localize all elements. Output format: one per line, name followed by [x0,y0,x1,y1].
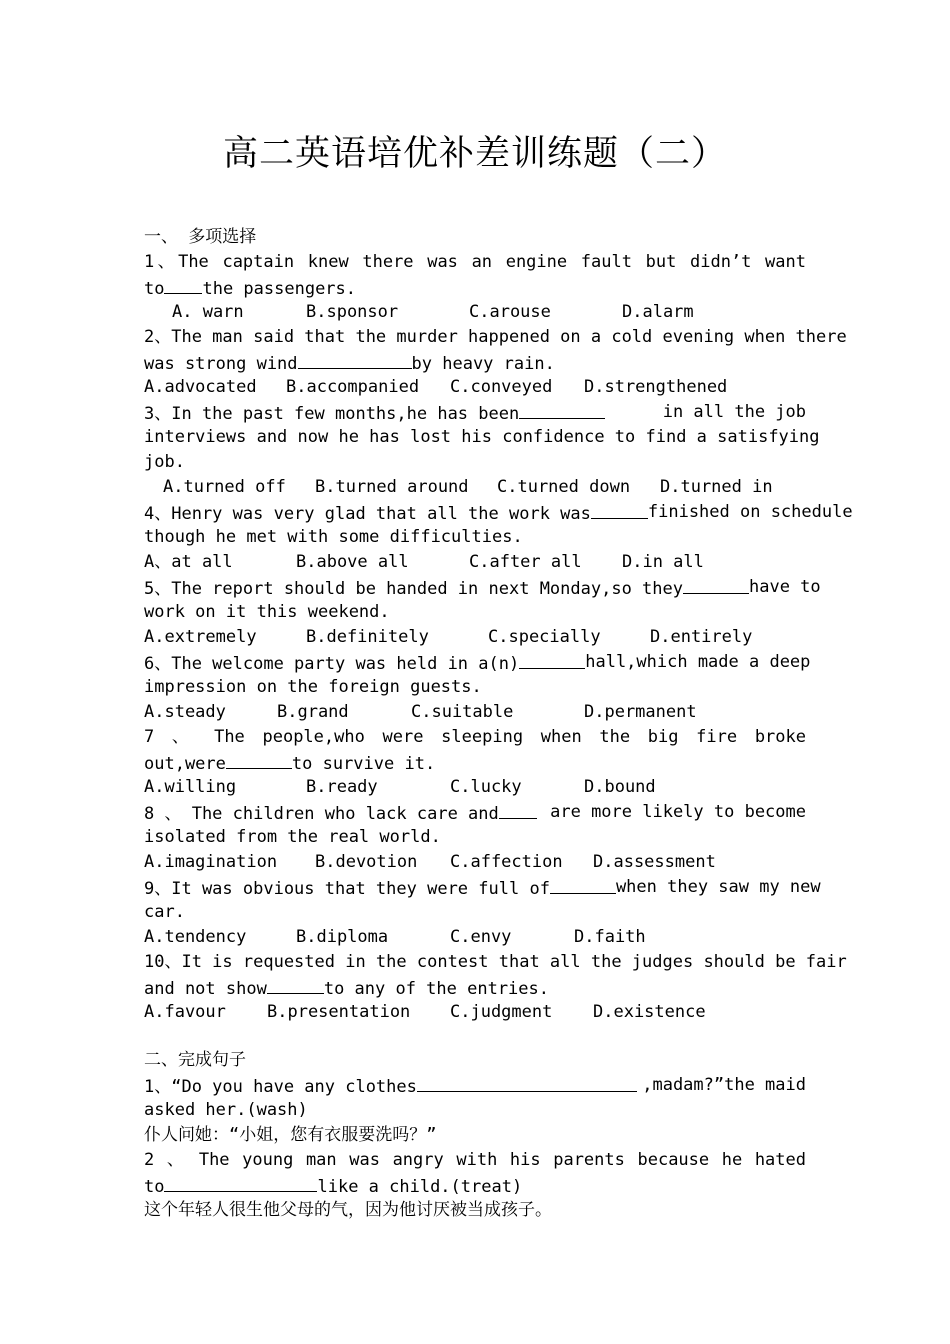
question-4-line: 4、Henry was very glad that all the work was finished on schedule [144,502,853,524]
option: A.steady [144,702,226,722]
option: C.lucky [450,777,522,797]
option: B.above all [296,552,409,572]
sentence-2-translation: 这个年轻人很生他父母的气，因为他讨厌被当成孩子。 [144,1200,552,1220]
question-10-line: and not show to any of the entries. [144,975,806,1000]
option: C.envy [450,927,512,947]
sentence-1-translation: 仆人问她：“小姐，您有衣服要洗吗？” [144,1125,437,1145]
section-heading: 二、完成句子 [144,1050,246,1070]
option: C.specially [488,627,601,647]
question-9-options [144,925,806,950]
answer-blank [267,975,324,994]
question-3-line: interviews and now he has lost his confidence to find a satisfying [144,427,820,447]
option: D.entirely [650,627,753,647]
question-2-options [144,375,806,400]
option: B.accompanied [286,377,420,397]
option: C.after all [469,552,582,572]
answer-blank [591,500,648,519]
option: B.ready [306,777,378,797]
option: D.assessment [593,852,716,872]
option: C.arouse [469,302,551,322]
question-7-options [144,775,806,800]
answer-blank [683,575,749,594]
option: D.alarm [622,302,694,322]
option: A. warn [172,302,244,322]
question-7-line: 7 、 The people,who were sleeping when the big fire broke [144,727,806,747]
question-3-line: 3、In the past few months,he has been in all the job [144,402,806,424]
sentence-1-line: 1、“Do you have any clothes ,madam?”the maid [144,1075,806,1097]
option: D.bound [584,777,656,797]
option: A.imagination [144,852,278,872]
option: D.in all [622,552,704,572]
worksheet-content [144,225,853,1223]
option: D.faith [574,927,646,947]
question-6-line: impression on the foreign guests. [144,677,482,697]
question-4-options [144,550,806,575]
question-5-options [144,625,806,650]
sentence-1-line: asked her.(wash) [144,1100,308,1120]
answer-blank [417,1073,637,1092]
option: D.strengthened [584,377,728,397]
question-3-line: job. [144,452,185,472]
question-4-line: though he met with some difficulties. [144,527,523,547]
option: B.turned around [315,477,469,497]
question-9-line: car. [144,902,185,922]
question-6-options [144,700,806,725]
answer-blank [164,275,202,294]
question-5-line: 5、The report should be handed in next Monday,so they have to [144,577,821,599]
option: B.sponsor [306,302,399,322]
question-2-line: was strong wind by heavy rain. [144,350,806,375]
question-8-options [144,850,806,875]
option: D.existence [593,1002,706,1022]
option: B.grand [277,702,349,722]
answer-blank [298,350,412,369]
answer-blank [226,750,292,769]
option: C.turned down [497,477,631,497]
question-10-options [144,1000,806,1025]
question-10-line: 10、It is requested in the contest that all the judges should be fair [144,952,847,972]
option: A.willing [144,777,237,797]
option: C.conveyed [450,377,553,397]
answer-blank [519,650,585,669]
answer-blank [550,875,616,894]
option: C.suitable [411,702,514,722]
option: B.diploma [296,927,389,947]
answer-blank [519,400,605,419]
option: A.favour [144,1002,226,1022]
answer-blank [164,1173,317,1192]
question-5-line: work on it this weekend. [144,602,390,622]
sentence-2-line: 2 、 The young man was angry with his parents because he hated [144,1150,806,1170]
option: D.turned in [660,477,773,497]
section-heading: 一、 多项选择 [144,227,257,247]
option: C.affection [450,852,563,872]
option: A.tendency [144,927,247,947]
spacer [144,1025,806,1048]
option: A.turned off [163,477,286,497]
question-3-options [144,475,806,500]
sentence-2-line: to like a child.(treat) [144,1173,806,1198]
option: B.devotion [315,852,418,872]
option: B.presentation [267,1002,411,1022]
option: D.permanent [584,702,697,722]
question-1-line: to the passengers. [144,275,806,300]
option: A.extremely [144,627,257,647]
option: B.definitely [306,627,429,647]
question-9-line: 9、It was obvious that they were full of when they saw my new [144,877,821,899]
option: A.advocated [144,377,257,397]
option: C.judgment [450,1002,553,1022]
question-6-line: 6、The welcome party was held in a(n) hall,which made a deep [144,652,811,674]
page-title: 高二英语培优补差训练题（二） [222,134,727,174]
question-8-line: 8 、 The children who lack care and are more likely to become [144,802,806,824]
question-7-line: out,were to survive it. [144,750,806,775]
option: A、at all [144,552,233,572]
question-1-options [144,300,806,325]
question-8-line: isolated from the real world. [144,827,441,847]
answer-blank [499,800,537,819]
question-1-line: 1、The captain knew there was an engine fault but didn’t want [144,252,806,272]
question-2-line: 2、The man said that the murder happened on a cold evening when there [144,327,847,347]
